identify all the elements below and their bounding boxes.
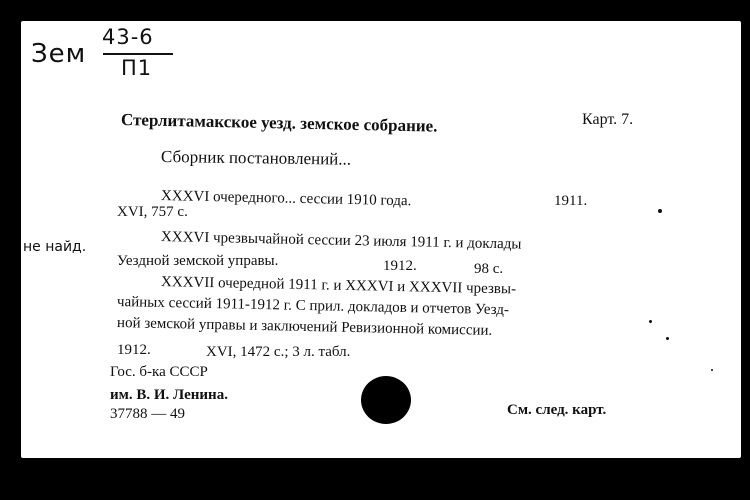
- entry-3-line-2: чайных сессий 1911-1912 г. С прил. докладов и отчетов Уезд-: [116, 294, 510, 319]
- handwritten-shelf-numerator: 43-6: [102, 25, 154, 49]
- library-dedication: им. В. И. Ленина.: [110, 387, 228, 403]
- card-subtitle: Сборник постановлений...: [160, 147, 352, 169]
- speck: [666, 337, 669, 340]
- entry-2-line-1: XXXVI чрезвычайной сессии 23 июля 1911 г. и доклады: [160, 229, 522, 253]
- catalog-card: [21, 21, 741, 458]
- entry-3-extent: XVI, 1472 с.; 3 л. табл.: [206, 344, 351, 360]
- see-next-card: См. след. карт.: [507, 402, 607, 418]
- library-name: Гос. б-ка СССР: [110, 364, 208, 380]
- entry-2-line-2: Уездной земской управы.: [117, 253, 279, 269]
- entry-3-line-1: XXXVII очередной 1911 г. и XXXVI и XXXVII чрезвы-: [160, 274, 517, 298]
- card-number: Карт. 7.: [582, 111, 634, 128]
- entry-2-year: 1912.: [383, 258, 417, 274]
- handwritten-shelf-denominator: П1: [121, 56, 153, 80]
- handwritten-note: не найд.: [23, 239, 87, 255]
- entry-2-pages: 98 с.: [474, 261, 504, 277]
- handwritten-fraction-bar: [103, 53, 173, 55]
- accession-number: 37788 — 49: [110, 406, 185, 422]
- punch-hole: [361, 376, 411, 424]
- entry-3-line-3: ной земской управы и заключений Ревизионной комиссии.: [116, 315, 493, 339]
- entry-1-year: 1911.: [554, 193, 588, 209]
- card-title: Стерлитамакское уезд. земское собрание.: [120, 110, 438, 136]
- entry-1-line-2: XVI, 757 с.: [117, 204, 188, 220]
- speck: [649, 320, 652, 323]
- entry-3-year: 1912.: [117, 342, 151, 358]
- entry-1-line-1: XXXVI очередного... сессии 1910 года.: [160, 188, 412, 210]
- handwritten-section-code: Зем: [31, 39, 87, 69]
- speck: [711, 369, 713, 371]
- speck: [658, 209, 662, 213]
